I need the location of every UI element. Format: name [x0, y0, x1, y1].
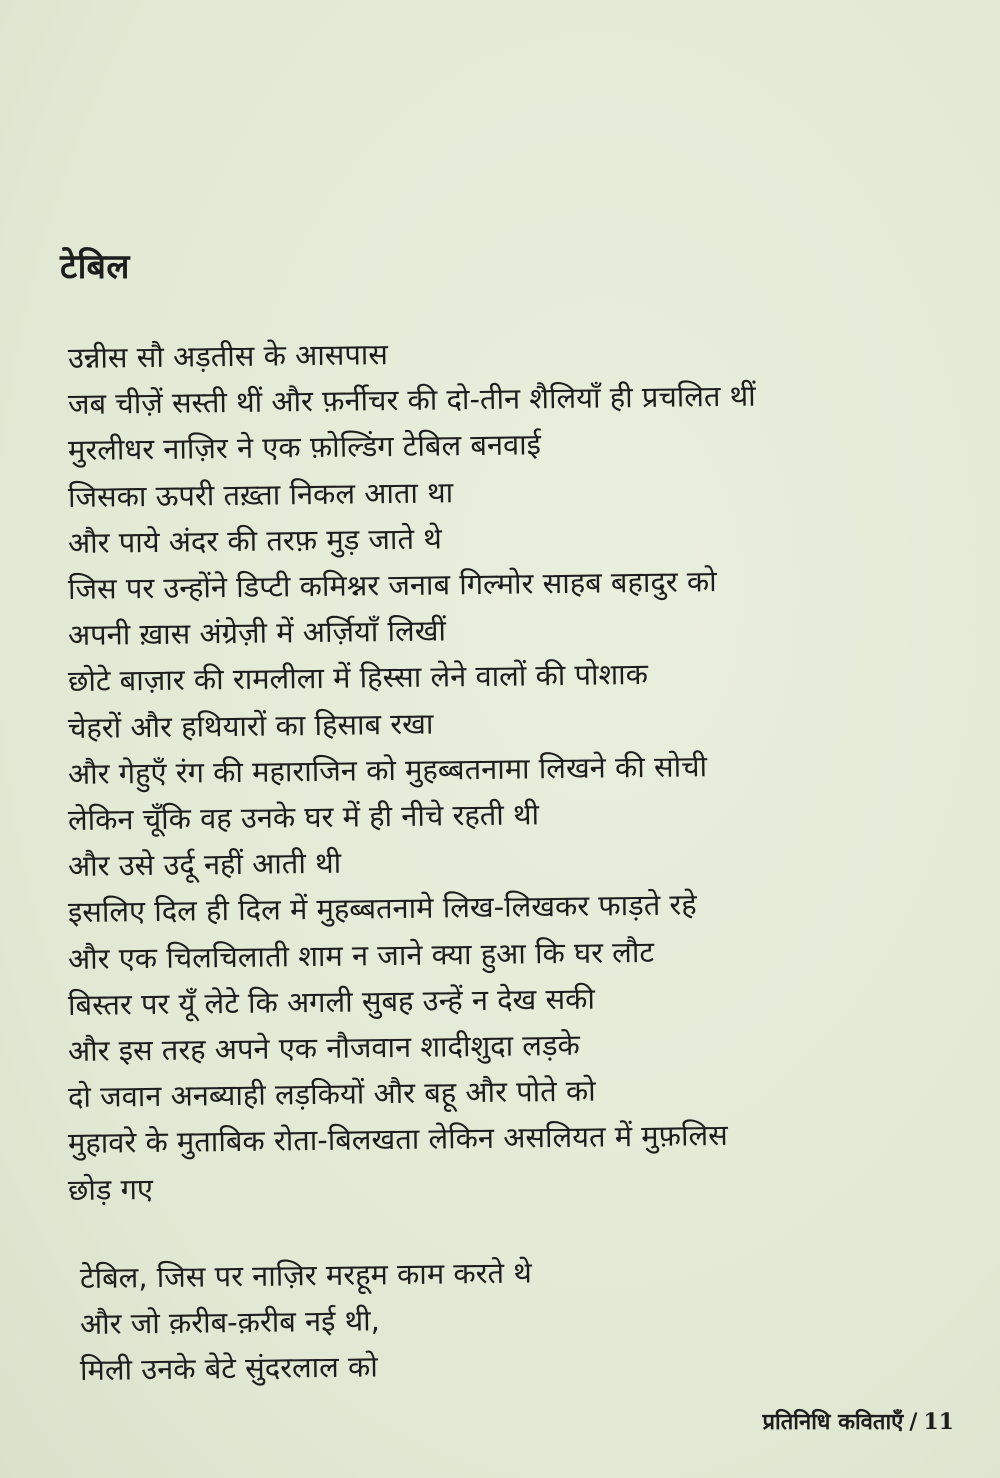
poem-title: टेबिल [60, 247, 130, 287]
poem-line: बिस्तर पर यूँ लेटे कि अगली सुबह उन्हें न देख सकी [67, 981, 596, 1022]
stanza-2 [80, 1255, 532, 1394]
poem-line: दो जवान अनब्याही लड़कियों और बहू और पोते को [67, 1073, 596, 1115]
poem-line: मिली उनके बेटे सुंदरलाल को [79, 1349, 379, 1388]
poem-line: लेकिन चूँकि वह उनके घर में ही नीचे रहती थी [67, 797, 540, 838]
book-title: प्रतिनिधि कविताएँ [762, 1410, 904, 1435]
poem-line: मुरलीधर नाज़िर ने एक फ़ोल्डिंग टेबिल बनवाई [67, 427, 542, 468]
poem-line: और पाये अंदर की तरफ़ मुड़ जाते थे [67, 521, 442, 560]
footer-separator: / [909, 1410, 918, 1435]
poem-line: अपनी ख़ास अंग्रेज़ी में अर्ज़ियाँ लिखीं [67, 613, 447, 653]
poem-line: टेबिल, जिस पर नाज़िर मरहूम काम करते थे [79, 1255, 533, 1295]
poem-line: छोड़ गए [67, 1171, 154, 1207]
poem-line: और इस तरह अपने एक नौजवान शादीशुदा लड़के [67, 1027, 580, 1069]
poem-line: जब चीज़ें सस्ती थीं और फ़र्नीचर की दो-तीन शैलियाँ ही प्रचलित थीं [67, 378, 756, 422]
poem-line: और गेहुएँ रंग की महाराजिन को मुहब्बतनामा लिखने की सोची [67, 749, 708, 791]
poem-line: इसलिए दिल ही दिल में मुहब्बतनामे लिख-लिखकर फाड़ते रहे [67, 887, 697, 930]
page-footer [763, 1406, 954, 1436]
poem-line: उन्नीस सौ अड़तीस के आसपास [67, 337, 389, 375]
poem-line: और एक चिलचिलाती शाम न जाने क्या हुआ कि घर लौट [67, 934, 655, 976]
poem-line: जिसका ऊपरी तख़्ता निकल आता था [67, 474, 454, 514]
poem-line: और जो क़रीब-क़रीब नई थी, [79, 1303, 381, 1342]
poem-line: मुहावरे के मुताबिक रोता-बिलखता लेकिन असलियत में मुफ़लिस [67, 1118, 728, 1161]
page-number: 11 [923, 1409, 954, 1435]
poem-line: छोटे बाज़ार की रामलीला में हिस्सा लेने वालों की पोशाक [67, 657, 649, 699]
poem-line: और उसे उर्दू नहीं आती थी [67, 845, 342, 884]
stanza-1 [68, 335, 756, 1213]
poem-line: चेहरों और हथियारों का हिसाब रखा [67, 706, 434, 745]
poem-line: जिस पर उन्होंने डिप्टी कमिश्नर जनाब गिल्मोर साहब बहादुर को [67, 564, 717, 607]
